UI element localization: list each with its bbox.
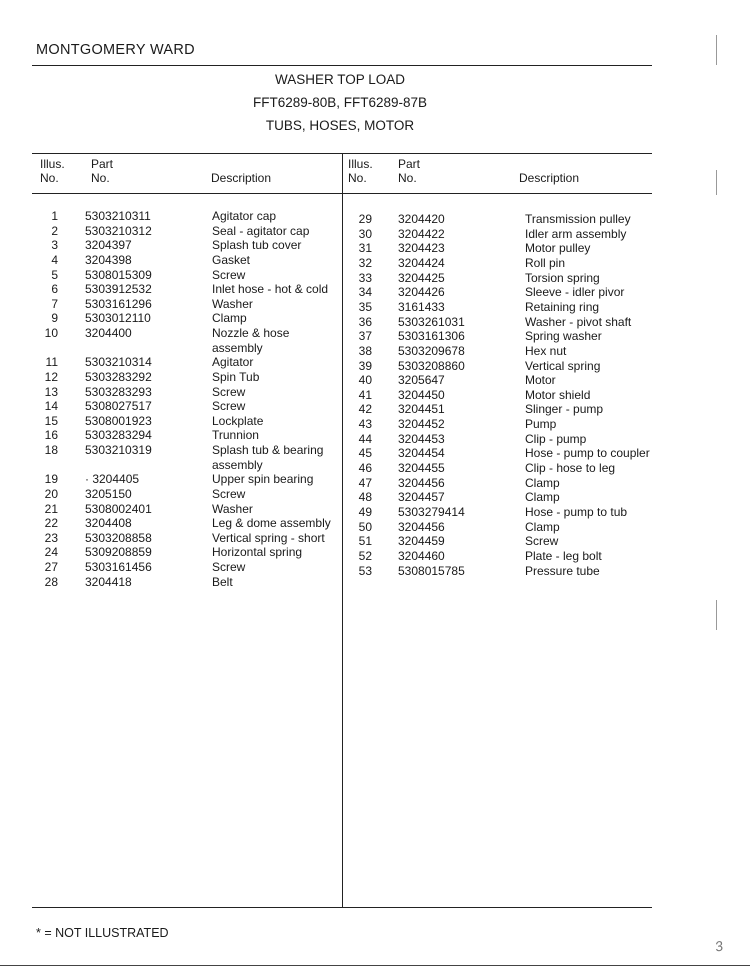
column-divider (342, 153, 343, 907)
illus-number: 32 (358, 255, 372, 270)
illus-number: 12 (44, 369, 58, 384)
part-number: · 3204405 (85, 472, 140, 487)
part-description: Clip - pump (525, 431, 587, 446)
part-number: 5303210312 (85, 223, 152, 238)
part-number: 5303210311 (85, 209, 151, 223)
part-number: 5303210314 (85, 355, 152, 370)
illus-number: 16 (44, 428, 58, 443)
scan-edge-mark (716, 600, 717, 630)
part-number: 5308002401 (85, 501, 152, 516)
part-number: 5308027517 (85, 399, 152, 414)
part-description: Washer (212, 296, 253, 311)
part-number: 5308001923 (85, 413, 152, 428)
part-number: 3204397 (85, 238, 132, 253)
part-number: 5308015309 (85, 267, 152, 282)
illus-number: 29 (358, 212, 372, 226)
part-description: Hose - pump to coupler (525, 446, 650, 461)
illus-number: 33 (358, 270, 372, 285)
part-number: 3204457 (398, 490, 445, 505)
part-description: Idler arm assembly (525, 226, 627, 241)
part-description: Clamp (525, 519, 560, 534)
page-bottom-rule (0, 965, 750, 966)
part-number: 3204398 (85, 252, 132, 267)
part-description: Horizontal spring (212, 545, 303, 560)
illus-number: 52 (358, 548, 372, 563)
illus-number: 47 (358, 475, 372, 490)
part-number: 3204459 (398, 534, 445, 549)
part-description: Belt (212, 574, 233, 589)
page-mark: 3 (713, 937, 725, 955)
illus-number: 42 (358, 402, 372, 417)
part-number: 3204423 (398, 241, 445, 256)
part-number: 3204450 (398, 387, 445, 402)
part-description: Clip - hose to leg (525, 461, 616, 476)
part-number: 5303283292 (85, 369, 152, 384)
illus-number: 13 (44, 384, 58, 399)
part-description: Retaining ring (525, 299, 600, 314)
illus-number: 19 (44, 472, 58, 487)
part-description: Washer (212, 501, 253, 516)
scan-edge-mark (716, 170, 717, 195)
part-number: 5303161296 (85, 296, 152, 311)
part-number: 3204400 (85, 326, 132, 341)
part-description: Inlet hose - hot & cold (212, 282, 329, 297)
illus-number: 6 (51, 282, 58, 297)
header-part-no-right: No. (398, 171, 417, 185)
part-description: Vertical spring - short (212, 530, 325, 545)
part-number: 3204460 (398, 548, 445, 563)
illus-number: 9 (51, 311, 58, 326)
header-part-right: Part (398, 157, 421, 171)
part-number: 5303208860 (398, 358, 465, 373)
section-title: TUBS, HOSES, MOTOR (265, 118, 415, 133)
illus-number: 5 (51, 267, 58, 282)
part-number: 5303161306 (398, 329, 465, 344)
illus-number: 2 (51, 223, 58, 238)
part-description: Plate - leg bolt (525, 548, 602, 563)
part-description: Motor (525, 373, 556, 388)
part-description: Washer - pivot shaft (525, 314, 632, 329)
illus-number: 28 (44, 574, 58, 589)
part-description: Screw (525, 534, 559, 549)
part-description: Vertical spring (525, 358, 601, 373)
illus-number: 40 (358, 373, 372, 388)
illus-number: 36 (358, 314, 372, 329)
illus-number: 43 (358, 417, 372, 432)
illus-number: 31 (358, 241, 372, 256)
part-number: 3204424 (398, 255, 445, 270)
illus-number: 18 (44, 443, 58, 458)
part-number: 5303012110 (85, 311, 151, 326)
part-description: Clamp (525, 475, 560, 490)
illus-number: 4 (51, 252, 58, 267)
header-illus: Illus. (40, 157, 65, 171)
part-description: Transmission pulley (525, 212, 631, 226)
header-illus-no-right: No. (348, 171, 367, 185)
illus-number: 3 (51, 238, 58, 253)
part-description: Splash tub & bearing (212, 443, 324, 458)
illus-number: 23 (44, 530, 58, 545)
part-number: 3204454 (398, 446, 445, 461)
illus-number: 37 (358, 329, 372, 344)
illus-number: 34 (358, 285, 372, 300)
part-description: Gasket (212, 252, 251, 267)
part-description: Seal - agitator cap (212, 223, 310, 238)
header-description-right: Description (519, 171, 580, 185)
part-description: Screw (212, 399, 246, 414)
illus-number: 35 (358, 299, 372, 314)
part-number: 5303209678 (398, 343, 465, 358)
part-description: Hose - pump to tub (525, 505, 628, 519)
part-number: 3204456 (398, 475, 445, 490)
part-number: 5308015785 (398, 563, 465, 578)
part-number: 3204453 (398, 431, 445, 446)
top-rule (32, 65, 652, 66)
part-number: 3204408 (85, 516, 132, 531)
part-number: 3204452 (398, 417, 445, 432)
illus-number: 27 (44, 560, 58, 575)
part-number: 5309208859 (85, 545, 152, 560)
part-number: 3204420 (398, 212, 445, 226)
part-description: Pump (525, 417, 557, 432)
illus-number: 21 (44, 501, 58, 516)
part-description: Screw (212, 486, 246, 501)
part-description: Nozzle & hose (212, 326, 290, 341)
part-number: 3204456 (398, 519, 445, 534)
part-description: Torsion spring (525, 270, 600, 285)
part-number: 5303279414 (398, 505, 465, 519)
header-illus-right: Illus. (348, 157, 373, 171)
part-description: Screw (212, 267, 246, 282)
scan-edge-mark (716, 35, 717, 65)
part-description: Pressure tube (525, 563, 600, 578)
part-number: 3161433 (398, 299, 445, 314)
illus-number: 53 (358, 563, 372, 578)
table-bottom-rule (32, 907, 652, 908)
document-title: WASHER TOP LOAD (274, 72, 406, 87)
header-description: Description (211, 171, 272, 185)
illus-number: 1 (51, 209, 58, 223)
part-number: 5303283293 (85, 384, 152, 399)
illus-number: 48 (358, 490, 372, 505)
brand-name: MONTGOMERY WARD (36, 42, 195, 58)
illus-number: 20 (44, 486, 58, 501)
illus-number: 10 (44, 326, 58, 341)
part-description: Sleeve - idler pivor (525, 285, 625, 300)
illus-number: 50 (358, 519, 372, 534)
illus-number: 15 (44, 413, 58, 428)
part-description: assembly (212, 457, 263, 472)
part-description: Clamp (212, 311, 247, 326)
part-number: 5303210319 (85, 443, 152, 458)
illus-number: 7 (51, 296, 58, 311)
illus-number: 39 (358, 358, 372, 373)
part-number: 3204422 (398, 226, 445, 241)
footnote: * = NOT ILLUSTRATED (36, 926, 169, 940)
part-number: 3204426 (398, 285, 445, 300)
part-number: 3205150 (85, 486, 132, 501)
part-description: Upper spin bearing (212, 472, 314, 487)
part-number: 5303283294 (85, 428, 152, 443)
header-illus-no: No. (40, 171, 59, 185)
part-description: Screw (212, 384, 246, 399)
part-number: 3204418 (85, 574, 132, 589)
part-description: Motor pulley (525, 241, 591, 256)
part-description: assembly (212, 340, 263, 355)
part-description: Spring washer (525, 329, 602, 344)
model-numbers: FFT6289-80B, FFT6289-87B (252, 95, 428, 110)
part-description: Leg & dome assembly (212, 516, 331, 531)
part-description: Slinger - pump (525, 402, 604, 417)
part-description: Screw (212, 560, 246, 575)
part-description: Clamp (525, 490, 560, 505)
part-description: Motor shield (525, 387, 591, 402)
part-number: 3204451 (398, 402, 445, 417)
part-number: 3204425 (398, 270, 445, 285)
illus-number: 11 (45, 355, 58, 370)
header-part: Part (91, 157, 114, 171)
part-number: 3205647 (398, 373, 445, 388)
part-description: Spin Tub (212, 369, 260, 384)
part-number: 5303261031 (398, 314, 465, 329)
illus-number: 24 (44, 545, 58, 560)
illus-number: 44 (358, 431, 372, 446)
part-number: 5303161456 (85, 560, 152, 575)
illus-number: 51 (358, 534, 372, 549)
header-part-no: No. (91, 171, 110, 185)
illus-number: 22 (44, 516, 58, 531)
illus-number: 49 (358, 505, 372, 519)
part-number: 5303912532 (85, 282, 152, 297)
part-description: Trunnion (212, 428, 259, 443)
illus-number: 46 (358, 461, 372, 476)
illus-number: 38 (358, 343, 372, 358)
part-description: Hex nut (525, 343, 567, 358)
part-number: 5303208858 (85, 530, 152, 545)
part-description: Roll pin (525, 255, 566, 270)
illus-number: 41 (358, 387, 372, 402)
illus-number: 30 (358, 226, 372, 241)
part-description: Agitator cap (212, 209, 277, 223)
illus-number: 14 (44, 399, 58, 414)
part-description: Splash tub cover (212, 238, 302, 253)
part-number: 3204455 (398, 461, 445, 476)
part-description: Agitator (212, 355, 254, 370)
part-description: Lockplate (212, 413, 264, 428)
illus-number: 45 (358, 446, 372, 461)
